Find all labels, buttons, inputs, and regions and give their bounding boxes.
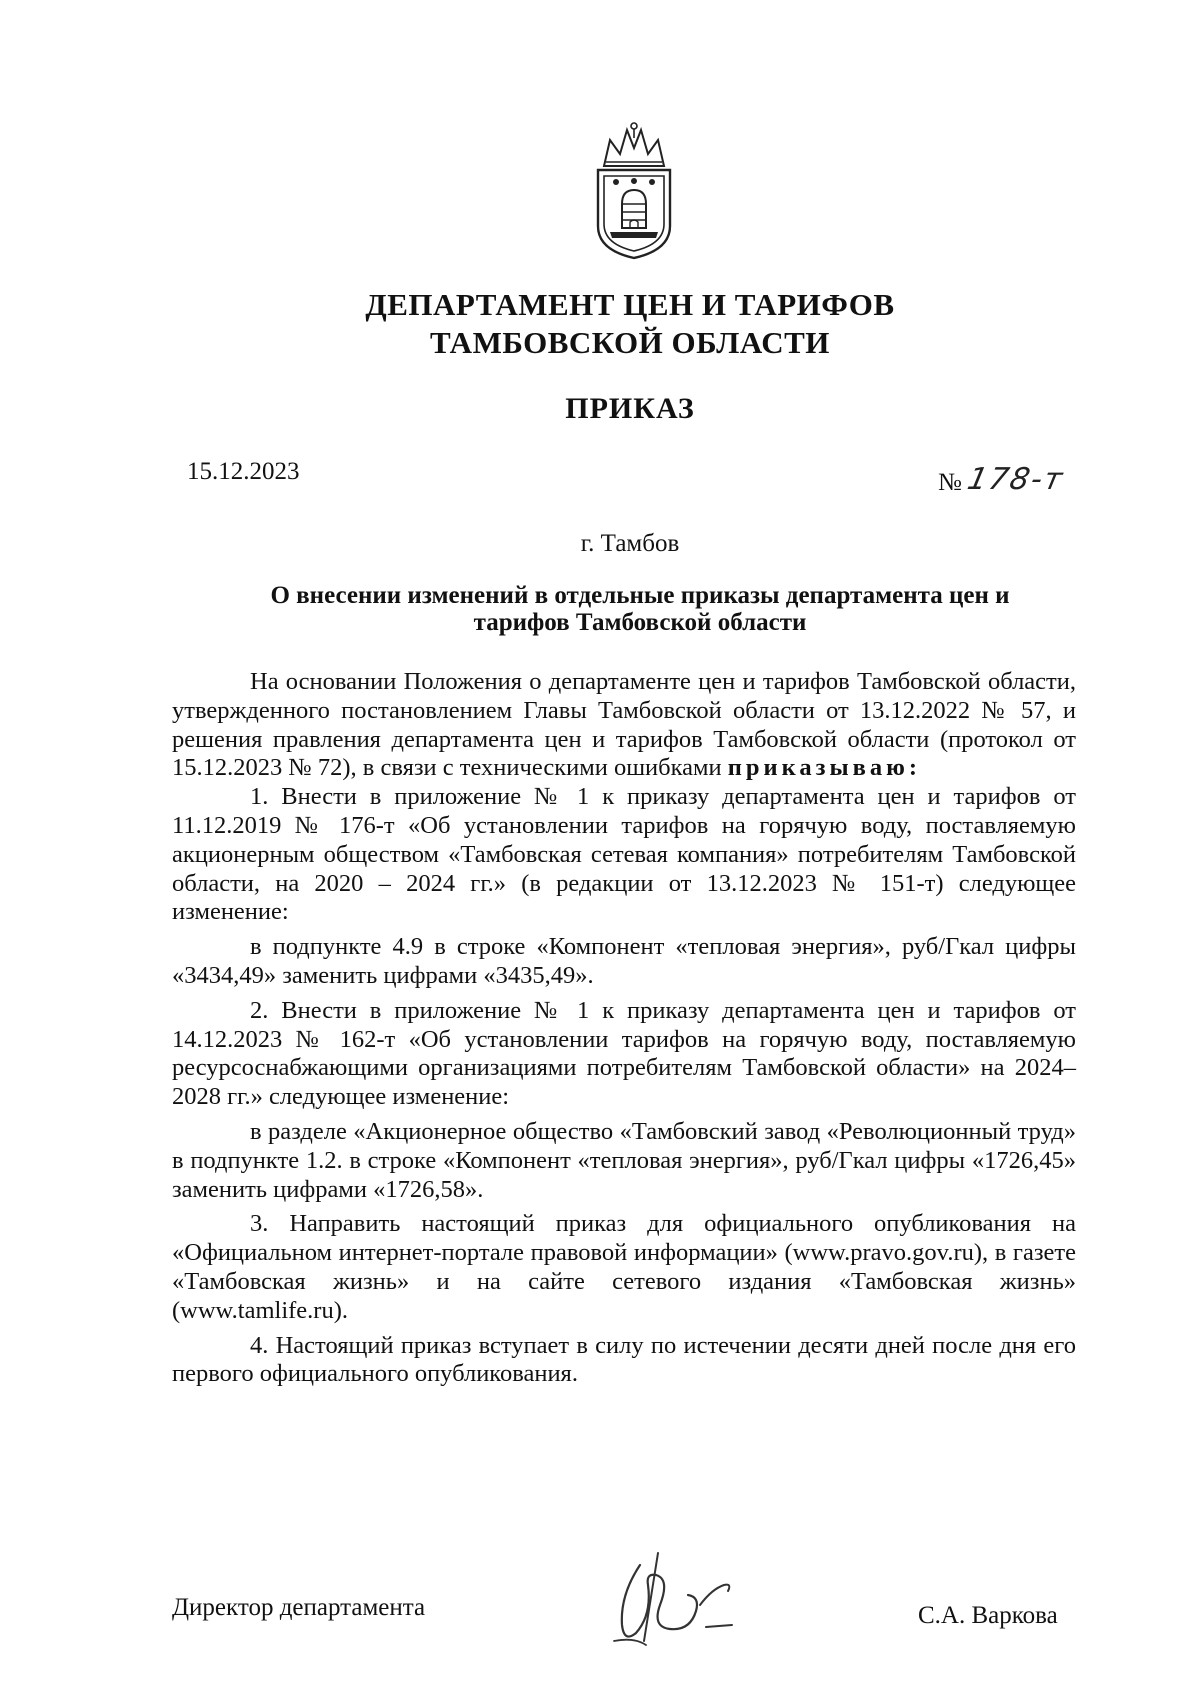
preamble-paragraph <box>172 668 1076 783</box>
item-2-paragraph: 2. Внести в приложение № 1 к приказу департамента цен и тарифов от 14.12.2023 № 162-т «Об установлении тарифов на горячую воду, поставляемую ресурсоснабжающими организациями потребителям Тамбовской области» на 2024–2028 гг.» следующее изменение: <box>172 996 1076 1111</box>
tambov-coat-of-arms-icon <box>590 118 678 260</box>
department-name-line2: ТАМБОВСКОЙ ОБЛАСТИ <box>430 325 830 360</box>
department-name-line1: ДЕПАРТАМЕНТ ЦЕН И ТАРИФОВ <box>365 287 895 322</box>
city-line: г. Тамбов <box>580 530 680 557</box>
handwritten-signature-icon <box>600 1545 760 1650</box>
item-1-paragraph: 1. Внести в приложение № 1 к приказу департамента цен и тарифов от 11.12.2019 № 176-т «Об установлении тарифов на горячую воду, поставляемую акционерным обществом «Тамбовская сетевая компания» потребителям Тамбовской области, на 2020 – 2024 гг.» (в редакции от 13.12.2023 № 151-т) следующее изменение: <box>172 783 1076 926</box>
signatory-role: Директор департамента <box>172 1594 426 1621</box>
item-2-change-paragraph: в разделе «Акционерное общество «Тамбовский завод «Революционный труд» в подпункте 1.2. в строке «Компонент «тепловая энергия», руб/Гкал цифры «1726,45» заменить цифрами «1726,58». <box>172 1117 1076 1203</box>
order-number <box>938 462 1068 497</box>
preamble-text: На основании Положения о департаменте цен и тарифов Тамбовской области, утвержденного постановлением Главы Тамбовской области от 13.12.2022 № 57, и решения правления департамента цен и тарифов Тамбовской области (протокол от 15.12.2023 № 72), в связи с техническими ошибками <box>172 668 1076 782</box>
order-body <box>172 668 1076 1389</box>
item-3-paragraph: 3. Направить настоящий приказ для официального опубликования на «Официальном интернет-портале правовой информации» (www.pravo.gov.ru), в газете «Тамбовская жизнь» и на сайте сетевого издания «Тамбовская жизнь» (www.tamlife.ru). <box>172 1210 1076 1324</box>
signatory-name: С.А. Варкова <box>918 1602 1058 1629</box>
order-number-handwritten: 178-т <box>964 462 1068 497</box>
item-4-paragraph: 4. Настоящий приказ вступает в силу по истечении десяти дней после дня его первого официального опубликования. <box>172 1331 1076 1388</box>
order-number-prefix: № <box>938 469 962 496</box>
order-subject-line2: тарифов Тамбовской области <box>473 609 807 636</box>
order-subject-line1: О внесении изменений в отдельные приказы департамента цен и <box>270 582 1010 609</box>
item-1-change-paragraph: в подпункте 4.9 в строке «Компонент «тепловая энергия», руб/Гкал цифры «3434,49» заменить цифрами «3435,49». <box>172 933 1076 989</box>
preamble-keyword: приказываю: <box>727 754 921 782</box>
document-type-title: ПРИКАЗ <box>565 392 695 425</box>
order-date: 15.12.2023 <box>187 458 300 485</box>
order-subject <box>220 582 1060 636</box>
